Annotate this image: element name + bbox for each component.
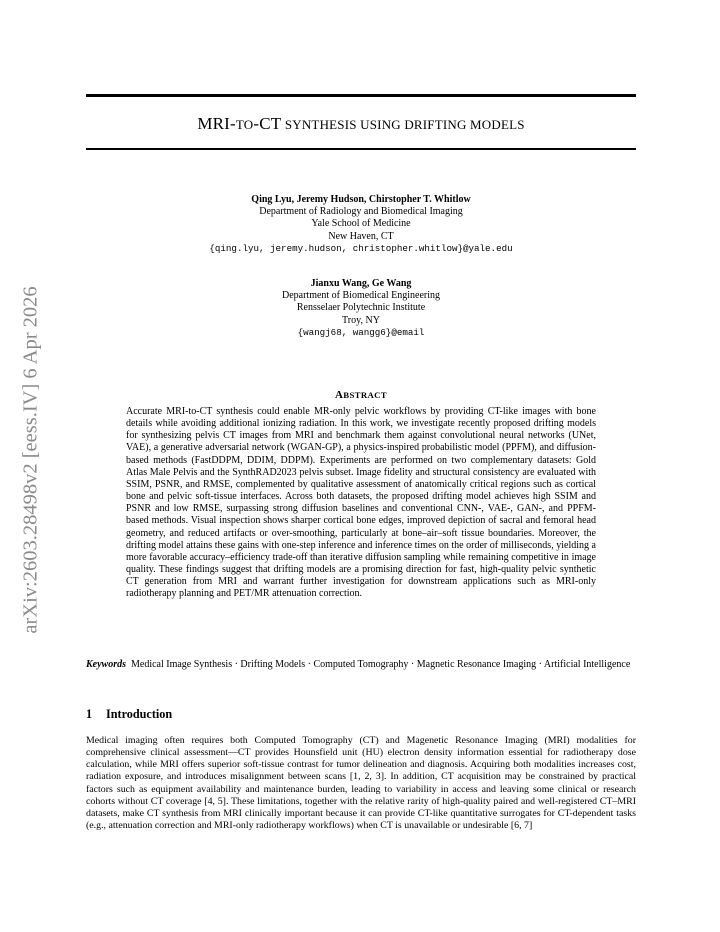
title-top-rule	[86, 94, 636, 97]
paper-title	[86, 114, 636, 134]
title-part-4: SYNTHESIS USING DRIFTING MODELS	[281, 117, 525, 132]
affiliation-line: Department of Radiology and Biomedical Imaging	[259, 206, 463, 218]
section-number: 1	[86, 707, 93, 721]
keywords-text: Medical Image Synthesis · Drifting Models · Computed Tomography · Magnetic Resonance Imaging · Artificial Intelligence	[131, 659, 631, 670]
section-title: Introduction	[106, 707, 173, 721]
abstract-heading-rest: BSTRACT	[343, 390, 387, 400]
title-part-1: MRI-	[197, 114, 236, 133]
affiliation-line: Yale School of Medicine	[311, 218, 411, 230]
section-heading	[86, 707, 172, 722]
title-bottom-rule	[86, 148, 636, 150]
author-names: Jianxu Wang, Ge Wang	[310, 278, 412, 289]
title-part-2: TO	[235, 117, 254, 132]
author-names: Qing Lyu, Jeremy Hudson, Chirstopher T. Whitlow	[251, 194, 471, 205]
arxiv-identifier-text: arXiv:2603.28498v2 [eess.IV] 6 Apr 2026	[19, 286, 42, 634]
author-email: {wangj68, wangg6}@email	[297, 326, 425, 338]
author-block-rpi	[86, 278, 636, 339]
author-block-yale	[86, 194, 636, 255]
keywords-label: Keywords	[86, 659, 126, 670]
abstract-heading	[86, 389, 636, 401]
abstract-heading-initial: A	[335, 389, 344, 401]
affiliation-line: New Haven, CT	[328, 230, 394, 242]
introduction-paragraph: Medical imaging often requires both Computed Tomography (CT) and Magenetic Resonance Imaging (MRI) modalities for comprehensive clinical assessment—CT provides Hounsfield unit (HU) electron density information essential for radiotherapy dose calculation, while MRI offers superior soft-tissue contrast for tumor delineation and diagnosis. Acquiring both modalities increases cost, radiation exposure, and introduces misalignment between scans [1, 2, 3]. In addition, CT acquisition may be constrained by practical factors such as equipment availability and maintenance burden, leading to variability in access and leaving some clinical or research cohorts without CT coverage [4, 5]. These limitations, together with the relative rarity of high-quality paired and well-registered CT–MRI datasets, make CT synthesis from MRI clinically important because it can provide CT-like quantitative surrogates for CT-dependent tasks (e.g., attenuation correction and MRI-only radiotherapy workflows) when CT is unavailable or undesirable [6, 7]	[86, 735, 636, 832]
arxiv-identifier-stamp	[14, 258, 48, 662]
affiliation-line: Troy, NY	[342, 314, 380, 326]
affiliation-line: Department of Biomedical Engineering	[281, 290, 440, 302]
author-email: {qing.lyu, jeremy.hudson, christopher.whitlow}@yale.edu	[209, 242, 513, 254]
affiliation-line: Rensselaer Polytechnic Institute	[296, 302, 426, 314]
abstract-text: Accurate MRI-to-CT synthesis could enable MR-only pelvic workflows by providing CT-like images with bone details while avoiding additional ionizing radiation. In this work, we investigate recently proposed drifting models for synthesizing pelvis CT images from MRI and benchmark them against convolutional neural networks (UNet, VAE), a generative adversarial network (WGAN-GP), a physics-inspired probabilistic model (PPFM), and diffusion-based methods (FastDDPM, DDIM, DDPM). Experiments are performed on two complementary datasets: Gold Atlas Male Pelvis and the SynthRAD2023 pelvis subset. Image fidelity and structural consistency are evaluated with SSIM, PSNR, and RMSE, complemented by qualitative assessment of anatomically critical regions such as cortical bone and pelvic soft-tissue interfaces. Across both datasets, the proposed drifting model achieves high SSIM and PSNR and low RMSE, surpassing strong diffusion baselines and conventional CNN-, VAE-, GAN-, and PPFM-based methods. Visual inspection shows sharper cortical bone edges, improved depiction of sacral and femoral head geometry, and reduced artifacts or over-smoothing, particularly at bone–air–soft tissue boundaries. Moreover, the drifting model attains these gains with one-step inference and inference times on the order of milliseconds, yielding a more favorable accuracy–efficiency trade-off than iterative diffusion sampling while remaining competitive in image quality. These findings suggest that drifting models are a promising direction for fast, high-quality pelvic synthetic CT generation from MRI and warrant further investigation for downstream applications such as MRI-only radiotherapy planning and PET/MR attenuation correction.	[126, 406, 596, 600]
keywords-line	[86, 659, 636, 671]
title-part-3: -CT	[253, 114, 282, 133]
